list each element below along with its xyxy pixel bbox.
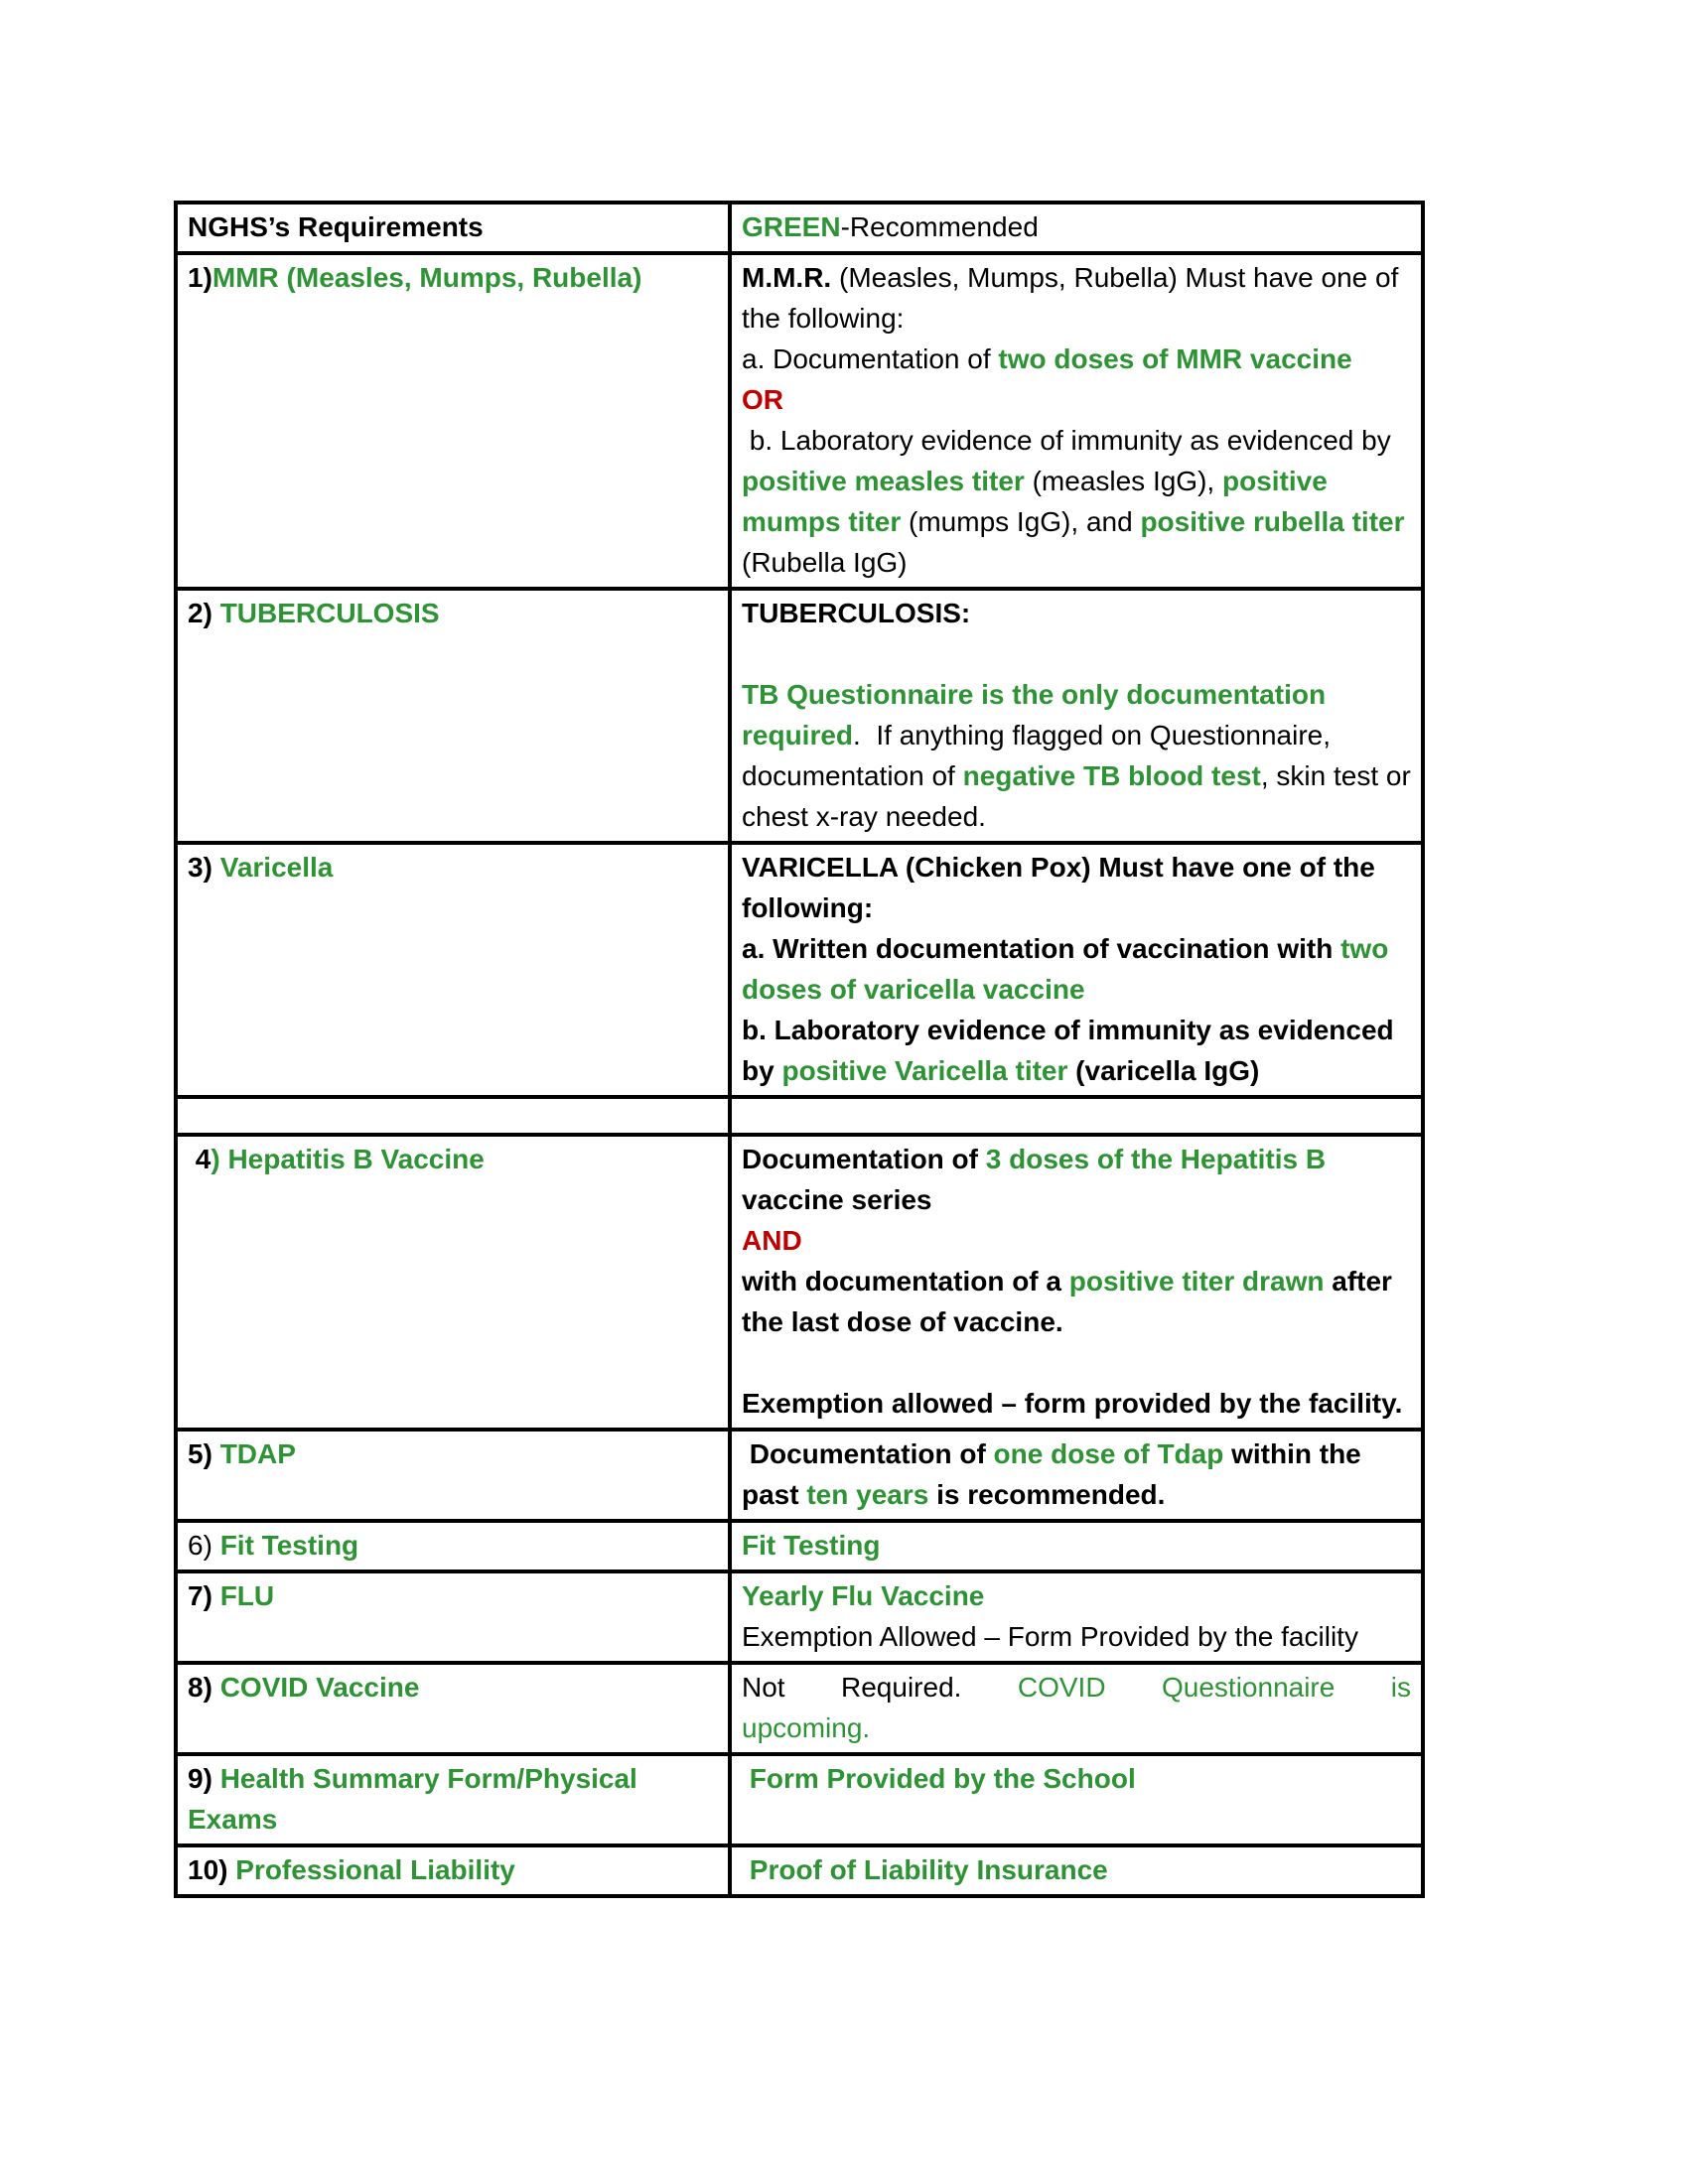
- table-row-fit-testing: [176, 1521, 1423, 1571]
- item-number: 4: [188, 1144, 211, 1174]
- item-name: TUBERCULOSIS: [219, 598, 440, 628]
- table-row-tdap: [176, 1430, 1423, 1521]
- text-run: b. Laboratory evidence of immunity as evidenced by: [742, 425, 1391, 456]
- cell-requirement-health-summary: [176, 1754, 730, 1845]
- text-run: (measles IgG),: [1024, 466, 1222, 496]
- table-row-professional-liability: [176, 1845, 1423, 1896]
- text-run: (mumps IgG), and: [901, 506, 1141, 537]
- text-run: VARICELLA (Chicken Pox) Must have one of the following:: [742, 852, 1375, 923]
- table-row-header: [176, 203, 1423, 253]
- table-row-hepatitis-b: [176, 1135, 1423, 1430]
- text-run: a. Documentation of: [742, 343, 999, 374]
- cell-requirement-hepatitis-b: [176, 1135, 730, 1430]
- text-run: Yearly Flu Vaccine: [742, 1580, 985, 1611]
- cell-detail-covid: [730, 1663, 1423, 1754]
- cell-requirement-tuberculosis: [176, 589, 730, 843]
- paragraph: [742, 928, 1411, 1010]
- item-number: 7): [188, 1580, 220, 1611]
- text-run: Documentation of: [742, 1144, 986, 1174]
- paragraph: [742, 1383, 1411, 1424]
- requirement-label: [188, 1575, 718, 1616]
- text-run: TUBERCULOSIS:: [742, 598, 971, 628]
- cell-empty-left: [176, 1097, 730, 1135]
- text-run: upcoming.: [742, 1712, 871, 1743]
- item-name: MMR (Measles, Mumps, Rubella): [211, 262, 642, 293]
- text-run: OR: [742, 384, 783, 415]
- requirement-label: [188, 1139, 718, 1179]
- item-name: Professional Liability: [235, 1854, 515, 1885]
- cell-detail-tdap: [730, 1430, 1423, 1521]
- text-run: two doses of varicella vaccine: [742, 933, 1389, 1005]
- requirement-label: [188, 1525, 718, 1566]
- cell-requirement-varicella: [176, 843, 730, 1097]
- item-name: ) Hepatitis B Vaccine: [211, 1144, 485, 1174]
- requirements-table: [174, 201, 1425, 1898]
- header-left-text: NGHS’s Requirements: [188, 211, 484, 242]
- paragraph: [742, 1139, 1411, 1220]
- item-name: FLU: [219, 1580, 275, 1611]
- item-name: COVID Vaccine: [219, 1672, 420, 1703]
- text-run: Not Required.: [742, 1672, 1018, 1703]
- text-run: positive Varicella titer: [781, 1055, 1068, 1086]
- requirement-label: [188, 847, 718, 887]
- header-cell-requirements: [176, 203, 730, 253]
- paragraph: [742, 257, 1411, 339]
- cell-detail-fit-testing: [730, 1521, 1423, 1571]
- text-run: COVID Questionnaire is: [1017, 1672, 1411, 1703]
- cell-detail-tuberculosis: [730, 589, 1423, 843]
- blank-line: [742, 633, 1411, 674]
- paragraph: [742, 674, 1411, 837]
- item-number: 1): [188, 262, 212, 293]
- text-run: vaccine series: [742, 1184, 932, 1215]
- table-row-flu: [176, 1571, 1423, 1663]
- cell-requirement-fit-testing: [176, 1521, 730, 1571]
- paragraph: [742, 379, 1411, 420]
- text-run: b. Laboratory evidence of immunity as evidenced by: [742, 1015, 1394, 1086]
- item-number: 3): [188, 852, 220, 883]
- text-run: Form Provided by the School: [742, 1763, 1136, 1794]
- paragraph: [742, 1433, 1411, 1515]
- text-run: Proof of Liability Insurance: [742, 1854, 1108, 1885]
- table-row-varicella: [176, 843, 1423, 1097]
- requirement-label: [188, 1758, 718, 1840]
- cell-requirement-mmr: [176, 253, 730, 589]
- paragraph: [742, 1220, 1411, 1261]
- table-row-mmr: [176, 253, 1423, 589]
- legend-green-word: GREEN: [742, 211, 841, 242]
- cell-detail-flu: [730, 1571, 1423, 1663]
- paragraph: [742, 1616, 1411, 1657]
- item-name: Fit Testing: [219, 1530, 359, 1561]
- requirement-label: [188, 1849, 718, 1890]
- text-run: , skin test or chest x-ray needed.: [742, 760, 1411, 832]
- cell-detail-professional-liability: [730, 1845, 1423, 1896]
- requirement-label: [188, 1667, 718, 1707]
- text-run: Exemption allowed – form provided by the facility.: [742, 1388, 1403, 1419]
- table-row-empty: [176, 1097, 1423, 1135]
- text-run: positive mumps titer: [742, 466, 1328, 537]
- text-run: Exemption Allowed – Form Provided by the facility: [742, 1621, 1358, 1652]
- item-name: TDAP: [219, 1438, 296, 1469]
- text-run: M.M.R.: [742, 262, 832, 293]
- item-name: Health Summary Form/Physical Exams: [188, 1763, 637, 1835]
- cell-empty-right: [730, 1097, 1423, 1135]
- text-run: a. Written documentation of vaccination with: [742, 933, 1341, 964]
- requirement-label: [188, 593, 718, 633]
- text-run: AND: [742, 1225, 802, 1256]
- paragraph: [742, 1261, 1411, 1342]
- text-run: one dose of Tdap: [993, 1438, 1224, 1469]
- paragraph: [742, 1849, 1411, 1890]
- text-run: positive rubella titer: [1140, 506, 1405, 537]
- item-number: 5): [188, 1438, 220, 1469]
- table-row-health-summary: [176, 1754, 1423, 1845]
- text-run: Fit Testing: [742, 1530, 881, 1561]
- item-number: 8): [188, 1672, 220, 1703]
- text-run: (Measles, Mumps, Rubella) Must have one of the following:: [742, 262, 1399, 334]
- table-row-tuberculosis: [176, 589, 1423, 843]
- item-number: 9): [188, 1763, 220, 1794]
- item-number: 6): [188, 1530, 220, 1561]
- table-row-covid: [176, 1663, 1423, 1754]
- paragraph: [742, 1575, 1411, 1616]
- requirement-label: [188, 1433, 718, 1474]
- requirement-label: [188, 257, 718, 298]
- text-run: . If anything flagged on Questionnaire, documentation of: [742, 720, 1332, 791]
- cell-detail-mmr: [730, 253, 1423, 589]
- item-name: Varicella: [219, 852, 334, 883]
- text-run: positive titer drawn: [1068, 1266, 1325, 1297]
- text-run: Documentation of: [742, 1438, 994, 1469]
- text-run: negative TB blood test: [962, 760, 1261, 791]
- item-number: 10): [188, 1854, 236, 1885]
- text-run: within the past: [742, 1438, 1361, 1510]
- text-run: two doses of MMR vaccine: [998, 343, 1352, 374]
- paragraph: [742, 1525, 1411, 1566]
- paragraph: [742, 847, 1411, 928]
- legend-rest: -Recommended: [840, 211, 1039, 242]
- paragraph: [742, 420, 1411, 583]
- text-run: ten years: [806, 1479, 929, 1510]
- header-right: [742, 206, 1411, 247]
- paragraph: [742, 1707, 1411, 1748]
- paragraph: [742, 339, 1411, 379]
- text-run: 3 doses of the Hepatitis B: [985, 1144, 1327, 1174]
- cell-detail-hepatitis-b: [730, 1135, 1423, 1430]
- header-cell-legend: [730, 203, 1423, 253]
- text-run: TB Questionnaire is the only documentation required: [742, 679, 1327, 751]
- text-run: with documentation of a: [742, 1266, 1069, 1297]
- paragraph: [742, 593, 1411, 633]
- cell-detail-health-summary: [730, 1754, 1423, 1845]
- cell-detail-varicella: [730, 843, 1423, 1097]
- text-run: after the last dose of vaccine.: [742, 1266, 1392, 1337]
- text-run: positive measles titer: [742, 466, 1025, 496]
- paragraph: [742, 1758, 1411, 1799]
- text-run: (varicella IgG): [1067, 1055, 1260, 1086]
- blank-line: [742, 1342, 1411, 1383]
- text-run: (Rubella IgG): [742, 547, 908, 578]
- item-number: 2): [188, 598, 220, 628]
- paragraph: [742, 1010, 1411, 1091]
- cell-requirement-professional-liability: [176, 1845, 730, 1896]
- header-left: [188, 206, 718, 247]
- cell-requirement-tdap: [176, 1430, 730, 1521]
- text-run: is recommended.: [928, 1479, 1166, 1510]
- paragraph: [742, 1667, 1411, 1707]
- cell-requirement-flu: [176, 1571, 730, 1663]
- cell-requirement-covid: [176, 1663, 730, 1754]
